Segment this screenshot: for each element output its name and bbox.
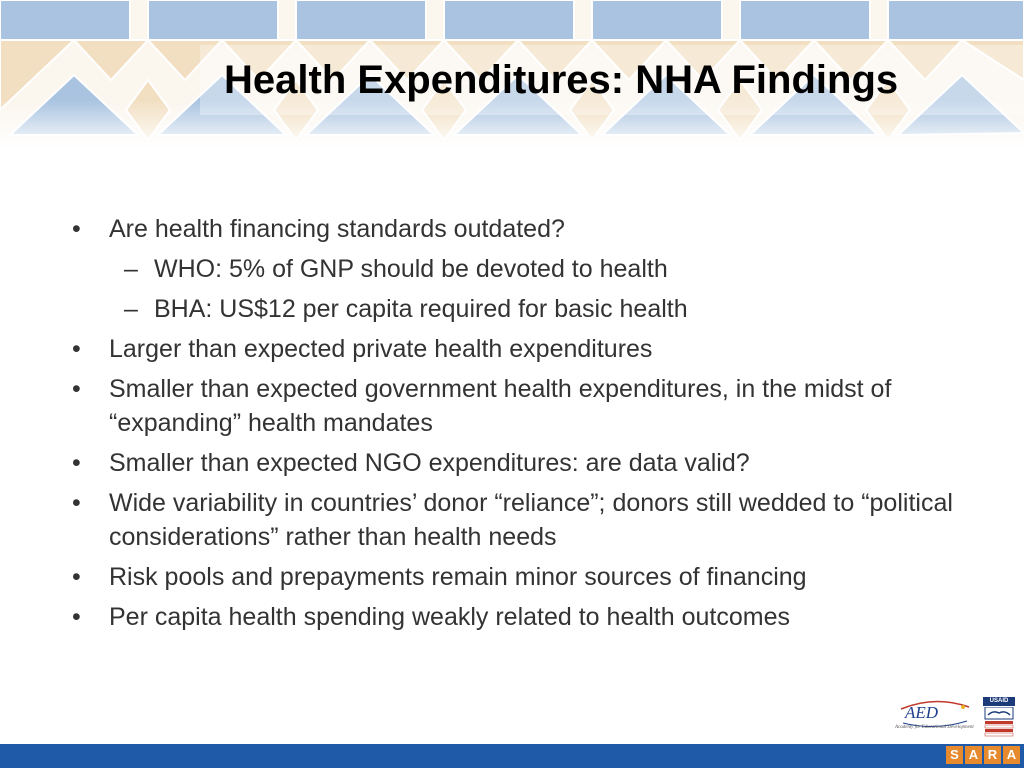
bullet-marker: • <box>72 563 81 591</box>
aed-tagline: Academy for Educational Development <box>895 725 974 730</box>
usaid-logo <box>983 695 1015 737</box>
bullet-marker: • <box>72 449 81 477</box>
footer-bar <box>0 744 1024 768</box>
sub-bullet-marker: – <box>124 255 138 283</box>
slide-title: Health Expenditures: NHA Findings <box>224 58 899 102</box>
sara-letter: A <box>1003 746 1020 764</box>
bullet-item <box>72 446 982 480</box>
usaid-handshake-icon <box>983 707 1015 737</box>
bullet-text: Larger than expected private health expenditures <box>109 335 653 363</box>
bullet-text: Are health financing standards outdated? <box>109 215 565 243</box>
sub-bullet-text: BHA: US$12 per capita required for basic health <box>154 295 688 323</box>
bullet-text: Smaller than expected government health expenditures, in the midst of “expanding” health mandates <box>109 375 892 437</box>
bullet-item <box>72 212 982 246</box>
sara-letter: S <box>946 746 963 764</box>
aed-name: AED <box>905 703 939 722</box>
bullet-marker: • <box>72 375 81 403</box>
bullet-marker: • <box>72 603 81 631</box>
bullet-item <box>72 560 982 594</box>
sara-letter: R <box>984 746 1001 764</box>
bullet-list <box>72 212 982 640</box>
sara-letter: A <box>965 746 982 764</box>
bullet-item <box>72 486 982 554</box>
bullet-marker: • <box>72 335 81 363</box>
sub-bullet-item <box>72 292 982 326</box>
sara-logo <box>946 746 1020 764</box>
bullet-item <box>72 332 982 366</box>
sub-bullet-item <box>72 252 982 286</box>
bullet-item <box>72 372 982 440</box>
bullet-marker: • <box>72 489 81 517</box>
bullet-text: Per capita health spending weakly related to health outcomes <box>109 603 790 631</box>
bullet-marker: • <box>72 215 81 243</box>
sub-bullet-text: WHO: 5% of GNP should be devoted to health <box>154 255 668 283</box>
bullet-text: Smaller than expected NGO expenditures: are data valid? <box>109 449 750 477</box>
sub-bullet-marker: – <box>124 295 138 323</box>
aed-logo <box>895 695 975 737</box>
bullet-text: Risk pools and prepayments remain minor sources of financing <box>109 563 807 591</box>
bullet-text: Wide variability in countries’ donor “reliance”; donors still wedded to “political considerations” rather than health needs <box>109 489 953 551</box>
partner-logos <box>895 695 1020 740</box>
bullet-item <box>72 600 982 634</box>
usaid-label: USAID <box>983 697 1015 706</box>
